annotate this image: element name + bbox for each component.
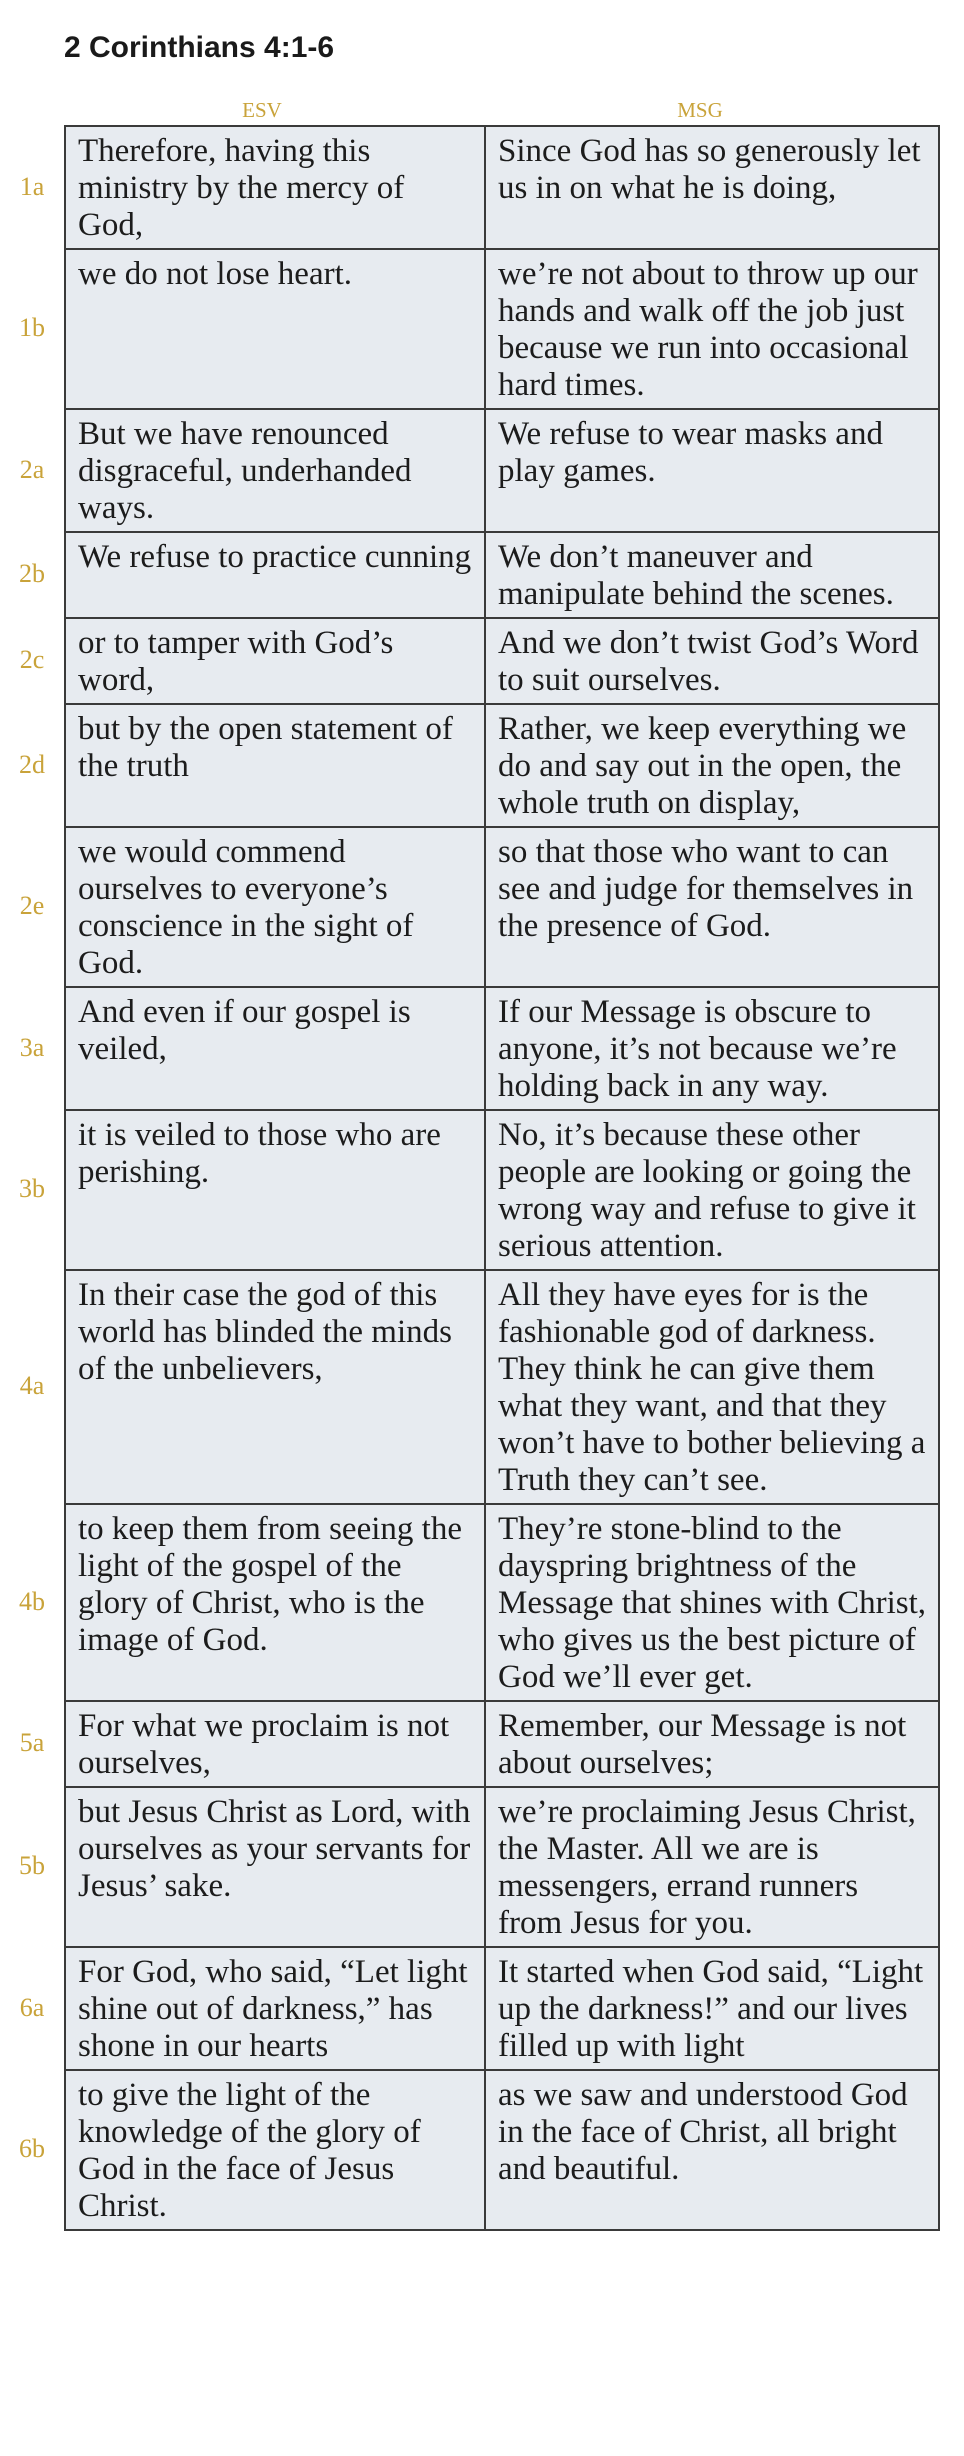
verse-label: 2b — [19, 559, 45, 588]
msg-verse-text: as we saw and understood God in the face of Christ, all bright and beautiful. — [485, 2070, 939, 2230]
verse-label: 4a — [19, 1371, 45, 1400]
table-row — [65, 704, 939, 827]
verse-label: 1a — [19, 171, 45, 201]
msg-verse-text: No, it’s because these other people are looking or going the wrong way and refuse to give it serious attention. — [485, 1110, 939, 1270]
verse-label: 6a — [19, 1992, 45, 2022]
esv-verse-text: to give the light of the knowledge of the glory of God in the face of Jesus Christ. — [65, 2070, 485, 2230]
msg-verse-text: All they have eyes for is the fashionable god of darkness. They think he can give them what they want, and that they won’t have to bother believing a Truth they can’t see. — [485, 1270, 939, 1504]
msg-verse-text: It started when God said, “Light up the darkness!” and our lives filled up with light — [485, 1947, 939, 2070]
msg-verse-text: so that those who want to can see and judge for themselves in the presence of God. — [485, 827, 939, 987]
column-header-esv: ESV — [242, 98, 282, 122]
msg-verse-text: we’re proclaiming Jesus Christ, the Master. All we are is messengers, errand runners from Jesus for you. — [485, 1787, 939, 1947]
esv-verse-text: For what we proclaim is not ourselves, — [65, 1701, 485, 1787]
table-row — [65, 1701, 939, 1787]
msg-verse-text: Since God has so generously let us in on what he is doing, — [485, 126, 939, 249]
table-row — [65, 1270, 939, 1504]
msg-verse-text: They’re stone-blind to the dayspring brightness of the Message that shines with Christ, who gives us the best picture of God we’ll ever get. — [485, 1504, 939, 1701]
table-row — [65, 1110, 939, 1270]
esv-verse-text: we do not lose heart. — [65, 249, 485, 409]
table-row — [65, 409, 939, 532]
esv-verse-text: In their case the god of this world has blinded the minds of the unbelievers, — [65, 1270, 485, 1504]
table-row — [65, 987, 939, 1110]
table-row — [65, 1947, 939, 2070]
msg-verse-text: We don’t maneuver and manipulate behind the scenes. — [485, 532, 939, 618]
msg-verse-text: Remember, our Message is not about ourselves; — [485, 1701, 939, 1787]
verse-label: 3b — [19, 1174, 45, 1203]
esv-verse-text: Therefore, having this ministry by the mercy of God, — [65, 126, 485, 249]
table-row — [65, 1504, 939, 1701]
table-row — [65, 1787, 939, 1947]
esv-verse-text: we would commend ourselves to everyone’s conscience in the sight of God. — [65, 827, 485, 987]
verse-label: 6b — [19, 2134, 45, 2163]
verse-label: 3a — [19, 1032, 45, 1062]
esv-verse-text: it is veiled to those who are perishing. — [65, 1110, 485, 1270]
table-row — [65, 532, 939, 618]
verse-label: 5b — [19, 1851, 45, 1880]
esv-verse-text: or to tamper with God’s word, — [65, 618, 485, 704]
table-row — [65, 126, 939, 249]
msg-verse-text: Rather, we keep everything we do and say out in the open, the whole truth on display, — [485, 704, 939, 827]
verse-label: 4b — [19, 1586, 45, 1616]
table-row — [65, 827, 939, 987]
verse-label: 5a — [19, 1728, 45, 1757]
esv-verse-text: We refuse to practice cunning — [65, 532, 485, 618]
verse-label: 2e — [19, 891, 45, 920]
verse-label: 1b — [19, 313, 45, 342]
esv-verse-text: But we have renounced disgraceful, underhanded ways. — [65, 409, 485, 532]
esv-verse-text: but by the open statement of the truth — [65, 704, 485, 827]
esv-verse-text: For God, who said, “Let light shine out of darkness,” has shone in our hearts — [65, 1947, 485, 2070]
table-row — [65, 2070, 939, 2230]
verse-label: 2a — [19, 454, 45, 484]
table-row — [65, 249, 939, 409]
msg-verse-text: And we don’t twist God’s Word to suit ourselves. — [485, 618, 939, 704]
esv-verse-text: And even if our gospel is veiled, — [65, 987, 485, 1110]
verse-label: 2c — [19, 645, 45, 674]
esv-verse-text: but Jesus Christ as Lord, with ourselves as your servants for Jesus’ sake. — [65, 1787, 485, 1947]
passage-comparison-table — [64, 125, 940, 2231]
page-title: 2 Corinthians 4:1-6 — [64, 31, 335, 64]
column-header-msg: MSG — [677, 98, 723, 122]
msg-verse-text: If our Message is obscure to anyone, it’s not because we’re holding back in any way. — [485, 987, 939, 1110]
msg-verse-text: we’re not about to throw up our hands and walk off the job just because we run into occasional hard times. — [485, 249, 939, 409]
msg-verse-text: We refuse to wear masks and play games. — [485, 409, 939, 532]
table-row — [65, 618, 939, 704]
esv-verse-text: to keep them from seeing the light of the gospel of the glory of Christ, who is the image of God. — [65, 1504, 485, 1701]
verse-label: 2d — [19, 749, 45, 779]
